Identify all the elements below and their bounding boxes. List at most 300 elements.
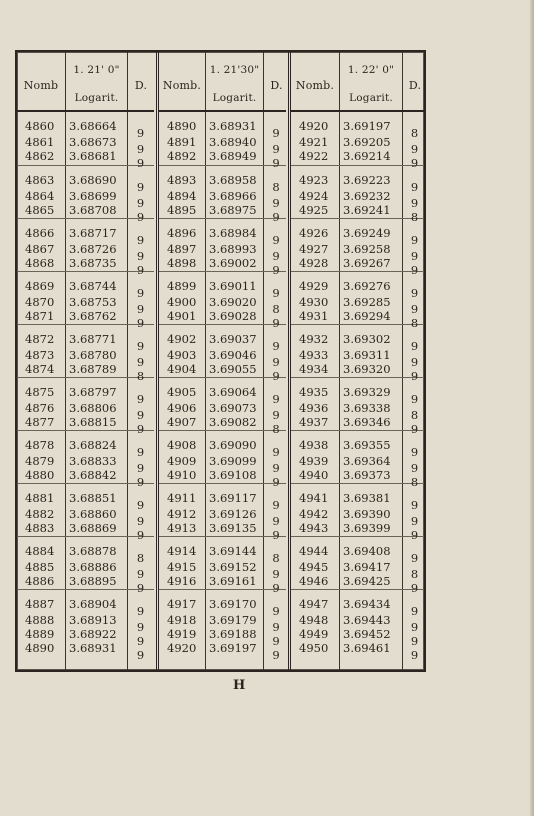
- number-cell: 4866: [25, 226, 55, 240]
- number-cell: 4871: [25, 309, 55, 323]
- table-header: [159, 52, 286, 112]
- logarithm-cell: 3.69205: [343, 135, 391, 149]
- number-cell: 4925: [299, 203, 329, 217]
- number-cell: 4926: [299, 226, 329, 240]
- logarithm-cell: 3.68744: [69, 279, 117, 293]
- logarithm-cell: 3.69417: [343, 560, 391, 574]
- table-block-3: [288, 52, 424, 670]
- number-cell: 4917: [167, 597, 197, 611]
- row-group: [159, 590, 286, 674]
- difference-cell: 9: [136, 263, 145, 277]
- logarithm-cell: 3.69249: [343, 226, 391, 240]
- number-cell: 4942: [299, 507, 329, 521]
- difference-cell: 9: [136, 528, 145, 542]
- number-cell: 4889: [25, 627, 55, 641]
- logarithm-cell: 3.68771: [69, 332, 117, 346]
- logarithm-cell: 3.68842: [69, 468, 117, 482]
- difference-cell: 9: [136, 422, 145, 436]
- header-angle: 1. 21' 0": [73, 64, 120, 76]
- difference-cell: 9: [410, 445, 419, 459]
- number-cell: 4872: [25, 332, 55, 346]
- table-row: [159, 203, 286, 224]
- logarithm-cell: 3.68993: [209, 242, 257, 256]
- logarithm-cell: 3.69267: [343, 256, 391, 270]
- number-cell: 4886: [25, 574, 55, 588]
- logarithm-cell: 3.69090: [209, 438, 257, 452]
- table-row: [159, 119, 286, 140]
- difference-cell: 9: [272, 210, 280, 224]
- table-row: [17, 362, 154, 383]
- logarithm-cell: 3.69373: [343, 468, 391, 482]
- table-row: [17, 415, 154, 436]
- difference-cell: 9: [136, 156, 145, 170]
- number-cell: 4899: [167, 279, 197, 293]
- logarithm-cell: 3.68789: [69, 362, 117, 376]
- number-cell: 4890: [167, 119, 197, 133]
- logarithm-cell: 3.69082: [209, 415, 257, 429]
- difference-cell: 9: [272, 126, 280, 140]
- logarithm-cell: 3.69434: [343, 597, 391, 611]
- number-cell: 4885: [25, 560, 55, 574]
- difference-cell: 9: [410, 302, 419, 316]
- logarithm-cell: 3.68966: [209, 189, 257, 203]
- number-cell: 4939: [299, 454, 329, 468]
- difference-cell: 9: [136, 620, 145, 634]
- difference-cell: 9: [410, 142, 419, 156]
- logarithm-cell: 3.69197: [209, 641, 257, 655]
- number-cell: 4903: [167, 348, 197, 362]
- logarithm-cell: 3.68922: [69, 627, 117, 641]
- logarithm-cell: 3.69161: [209, 574, 257, 588]
- number-cell: 4881: [25, 491, 55, 505]
- number-cell: 4865: [25, 203, 55, 217]
- table-row: [159, 597, 286, 618]
- difference-cell: 9: [136, 302, 145, 316]
- number-cell: 4912: [167, 507, 197, 521]
- number-cell: 4892: [167, 149, 197, 163]
- logarithm-cell: 3.69364: [343, 454, 391, 468]
- number-cell: 4869: [25, 279, 55, 293]
- logarithm-cell: 3.69188: [209, 627, 257, 641]
- logarithm-cell: 3.68806: [69, 401, 117, 415]
- logarithm-cell: 3.69302: [343, 332, 391, 346]
- difference-cell: 9: [272, 514, 280, 528]
- table-row: [17, 173, 154, 194]
- row-group: [17, 537, 154, 595]
- table-row: [291, 309, 424, 330]
- logarithm-cell: 3.69179: [209, 613, 257, 627]
- logarithm-cell: 3.69214: [343, 149, 391, 163]
- difference-cell: 9: [272, 408, 280, 422]
- header-d: [127, 52, 154, 110]
- difference-cell: 8: [272, 551, 280, 565]
- logarithm-cell: 3.69241: [343, 203, 391, 217]
- table-row: [291, 279, 424, 300]
- number-cell: 4943: [299, 521, 329, 535]
- logarithm-cell: 3.69294: [343, 309, 391, 323]
- number-cell: 4924: [299, 189, 329, 203]
- logarithm-cell: 3.69390: [343, 507, 391, 521]
- number-cell: 4904: [167, 362, 197, 376]
- table-row: [17, 149, 154, 170]
- header-logarit-label: Logarit.: [349, 92, 393, 104]
- difference-cell: 9: [136, 126, 145, 140]
- table-row: [17, 226, 154, 247]
- logarithm-cell: 3.69232: [343, 189, 391, 203]
- logarithm-cell: 3.69355: [343, 438, 391, 452]
- difference-cell: 8: [136, 551, 145, 565]
- number-cell: 4900: [167, 295, 197, 309]
- difference-cell: 8: [410, 316, 419, 330]
- header-logarit: [339, 52, 402, 110]
- number-cell: 4915: [167, 560, 197, 574]
- number-cell: 4893: [167, 173, 197, 187]
- logarithm-cell: 3.69425: [343, 574, 391, 588]
- logarithm-cell: 3.68984: [209, 226, 257, 240]
- difference-cell: 9: [410, 263, 419, 277]
- number-cell: 4944: [299, 544, 329, 558]
- logarithm-cell: 3.68913: [69, 613, 117, 627]
- logarithm-cell: 3.68673: [69, 135, 117, 149]
- logarithm-cell: 3.69338: [343, 401, 391, 415]
- difference-cell: 9: [136, 392, 145, 406]
- number-cell: 4910: [167, 468, 197, 482]
- number-cell: 4884: [25, 544, 55, 558]
- difference-cell: 9: [272, 445, 280, 459]
- table-block-2: [156, 52, 286, 670]
- difference-cell: 9: [410, 180, 419, 194]
- logarithm-cell: 3.68726: [69, 242, 117, 256]
- logarithm-cell: 3.69311: [343, 348, 391, 362]
- logarithm-cell: 3.69011: [209, 279, 257, 293]
- difference-cell: 9: [410, 156, 419, 170]
- row-group: [291, 378, 424, 436]
- table-row: [291, 544, 424, 565]
- logarithm-cell: 3.69197: [343, 119, 391, 133]
- row-group: [17, 590, 154, 674]
- logarithm-cell: 3.68949: [209, 149, 257, 163]
- header-d-label: D.: [270, 79, 283, 92]
- number-cell: 4864: [25, 189, 55, 203]
- logarithm-cell: 3.68940: [209, 135, 257, 149]
- logarithm-cell: 3.68878: [69, 544, 117, 558]
- header-nomb-label: Nomb: [23, 79, 59, 92]
- table-row: [159, 309, 286, 330]
- logarithm-cell: 3.69144: [209, 544, 257, 558]
- log-table-frame: [15, 50, 426, 672]
- logarithm-cell: 3.69408: [343, 544, 391, 558]
- number-cell: 4883: [25, 521, 55, 535]
- row-group: [17, 325, 154, 383]
- logarithm-cell: 3.69461: [343, 641, 391, 655]
- logarithm-cell: 3.68931: [69, 641, 117, 655]
- row-group: [291, 166, 424, 224]
- difference-cell: 9: [272, 142, 280, 156]
- row-group: [17, 219, 154, 277]
- header-d-label: D.: [134, 79, 148, 92]
- difference-cell: 9: [136, 408, 145, 422]
- row-group: [159, 219, 286, 277]
- number-cell: 4896: [167, 226, 197, 240]
- header-angle: 1. 22' 0": [347, 64, 395, 76]
- table-row: [291, 491, 424, 512]
- number-cell: 4907: [167, 415, 197, 429]
- difference-cell: 9: [272, 369, 280, 383]
- logarithm-cell: 3.69055: [209, 362, 257, 376]
- number-cell: 4933: [299, 348, 329, 362]
- logarithm-cell: 3.69117: [209, 491, 257, 505]
- row-group: [291, 431, 424, 489]
- difference-cell: 9: [272, 475, 280, 489]
- number-cell: 4905: [167, 385, 197, 399]
- logarithm-cell: 3.69108: [209, 468, 257, 482]
- logarithm-cell: 3.68869: [69, 521, 117, 535]
- table-header: [291, 52, 424, 112]
- difference-cell: 9: [136, 498, 145, 512]
- difference-cell: 8: [410, 475, 419, 489]
- number-cell: 4876: [25, 401, 55, 415]
- difference-cell: 9: [410, 604, 419, 618]
- number-cell: 4928: [299, 256, 329, 270]
- table-row: [291, 119, 424, 140]
- difference-cell: 9: [410, 528, 419, 542]
- logarithm-cell: 3.68904: [69, 597, 117, 611]
- difference-cell: 8: [272, 302, 280, 316]
- logarithm-cell: 3.69073: [209, 401, 257, 415]
- logarithm-cell: 3.68717: [69, 226, 117, 240]
- table-row: [17, 279, 154, 300]
- row-group: [17, 431, 154, 489]
- logarithm-cell: 3.68780: [69, 348, 117, 362]
- row-group: [17, 112, 154, 170]
- logarithm-cell: 3.69258: [343, 242, 391, 256]
- table-row: [17, 438, 154, 459]
- table-row: [291, 438, 424, 459]
- table-row: [17, 521, 154, 542]
- number-cell: 4920: [167, 641, 197, 655]
- difference-cell: 8: [410, 126, 419, 140]
- logarithm-cell: 3.69452: [343, 627, 391, 641]
- number-cell: 4916: [167, 574, 197, 588]
- difference-cell: 9: [136, 648, 145, 662]
- table-row: [17, 641, 154, 662]
- table-row: [159, 385, 286, 406]
- difference-cell: 9: [272, 196, 280, 210]
- logarithm-cell: 3.69020: [209, 295, 257, 309]
- difference-cell: 9: [410, 514, 419, 528]
- logarithm-cell: 3.69443: [343, 613, 391, 627]
- logarithm-cell: 3.68931: [209, 119, 257, 133]
- table-row: [159, 173, 286, 194]
- number-cell: 4891: [167, 135, 197, 149]
- logarithm-cell: 3.68708: [69, 203, 117, 217]
- row-group: [291, 272, 424, 330]
- number-cell: 4908: [167, 438, 197, 452]
- number-cell: 4860: [25, 119, 55, 133]
- row-group: [291, 484, 424, 542]
- number-cell: 4932: [299, 332, 329, 346]
- difference-cell: 9: [410, 634, 419, 648]
- number-cell: 4938: [299, 438, 329, 452]
- number-cell: 4906: [167, 401, 197, 415]
- difference-cell: 8: [136, 369, 145, 383]
- difference-cell: 9: [272, 604, 280, 618]
- number-cell: 4863: [25, 173, 55, 187]
- logarithm-cell: 3.68833: [69, 454, 117, 468]
- logarithm-cell: 3.69135: [209, 521, 257, 535]
- logarithm-cell: 3.69064: [209, 385, 257, 399]
- number-cell: 4890: [25, 641, 55, 655]
- header-nomb: [17, 52, 65, 110]
- logarithm-cell: 3.68681: [69, 149, 117, 163]
- number-cell: 4901: [167, 309, 197, 323]
- difference-cell: 9: [136, 475, 145, 489]
- number-cell: 4895: [167, 203, 197, 217]
- header-d: [263, 52, 289, 110]
- header-nomb-label: Nomb.: [295, 79, 335, 92]
- number-cell: 4902: [167, 332, 197, 346]
- number-cell: 4880: [25, 468, 55, 482]
- table-row: [159, 641, 286, 662]
- number-cell: 4922: [299, 149, 329, 163]
- table-row: [291, 256, 424, 277]
- number-cell: 4894: [167, 189, 197, 203]
- header-d-label: D.: [408, 79, 422, 92]
- table-row: [159, 149, 286, 170]
- number-cell: 4909: [167, 454, 197, 468]
- number-cell: 4897: [167, 242, 197, 256]
- number-cell: 4898: [167, 256, 197, 270]
- difference-cell: 9: [136, 355, 145, 369]
- table-row: [17, 491, 154, 512]
- table-row: [291, 574, 424, 595]
- difference-cell: 9: [272, 581, 280, 595]
- table-row: [291, 362, 424, 383]
- logarithm-cell: 3.69099: [209, 454, 257, 468]
- row-group: [17, 484, 154, 542]
- logarithm-cell: 3.69223: [343, 173, 391, 187]
- number-cell: 4887: [25, 597, 55, 611]
- number-cell: 4862: [25, 149, 55, 163]
- logarithm-cell: 3.69002: [209, 256, 257, 270]
- difference-cell: 9: [136, 210, 145, 224]
- number-cell: 4882: [25, 507, 55, 521]
- logarithm-cell: 3.68797: [69, 385, 117, 399]
- table-row: [159, 415, 286, 436]
- table-row: [17, 468, 154, 489]
- difference-cell: 9: [136, 445, 145, 459]
- difference-cell: 9: [136, 461, 145, 475]
- difference-cell: 9: [410, 369, 419, 383]
- difference-cell: 9: [410, 249, 419, 263]
- logarithm-cell: 3.68753: [69, 295, 117, 309]
- table-row: [291, 226, 424, 247]
- number-cell: 4937: [299, 415, 329, 429]
- table-block-1: [17, 52, 154, 670]
- number-cell: 4940: [299, 468, 329, 482]
- logarithm-cell: 3.69046: [209, 348, 257, 362]
- number-cell: 4918: [167, 613, 197, 627]
- table-row: [17, 544, 154, 565]
- header-nomb: [159, 52, 205, 110]
- number-cell: 4888: [25, 613, 55, 627]
- logarithm-cell: 3.68735: [69, 256, 117, 270]
- table-row: [291, 203, 424, 224]
- difference-cell: 9: [272, 316, 280, 330]
- number-cell: 4878: [25, 438, 55, 452]
- table-header: [17, 52, 154, 112]
- table-row: [159, 279, 286, 300]
- logarithm-cell: 3.68860: [69, 507, 117, 521]
- number-cell: 4879: [25, 454, 55, 468]
- table-row: [17, 332, 154, 353]
- number-cell: 4920: [299, 119, 329, 133]
- row-group: [159, 325, 286, 383]
- logarithm-cell: 3.68975: [209, 203, 257, 217]
- table-row: [159, 226, 286, 247]
- difference-cell: 9: [410, 422, 419, 436]
- logarithm-cell: 3.69126: [209, 507, 257, 521]
- difference-cell: 9: [272, 567, 280, 581]
- logarithm-cell: 3.68886: [69, 560, 117, 574]
- number-cell: 4913: [167, 521, 197, 535]
- logarithm-cell: 3.68824: [69, 438, 117, 452]
- difference-cell: 9: [272, 355, 280, 369]
- difference-cell: 9: [272, 528, 280, 542]
- table-row: [291, 149, 424, 170]
- logarithm-cell: 3.69037: [209, 332, 257, 346]
- table-row: [291, 468, 424, 489]
- number-cell: 4867: [25, 242, 55, 256]
- number-cell: 4934: [299, 362, 329, 376]
- logarithm-cell: 3.68815: [69, 415, 117, 429]
- table-row: [291, 415, 424, 436]
- table-row: [159, 438, 286, 459]
- row-group: [291, 112, 424, 170]
- table-row: [291, 173, 424, 194]
- table-row: [159, 256, 286, 277]
- number-cell: 4945: [299, 560, 329, 574]
- difference-cell: 9: [410, 392, 419, 406]
- difference-cell: 8: [410, 210, 419, 224]
- table-row: [159, 362, 286, 383]
- difference-cell: 9: [136, 339, 145, 353]
- logarithm-cell: 3.68664: [69, 119, 117, 133]
- table-row: [17, 309, 154, 330]
- row-group: [291, 537, 424, 595]
- difference-cell: 9: [272, 392, 280, 406]
- row-group: [291, 325, 424, 383]
- difference-cell: 9: [136, 249, 145, 263]
- table-row: [159, 521, 286, 542]
- logarithm-cell: 3.69320: [343, 362, 391, 376]
- header-d: [402, 52, 427, 110]
- header-angle: 1. 21'30": [209, 64, 260, 76]
- difference-cell: 9: [272, 263, 280, 277]
- difference-cell: 9: [136, 233, 145, 247]
- printer-signature-mark: H: [233, 678, 246, 693]
- logarithm-cell: 3.68699: [69, 189, 117, 203]
- logarithm-cell: 3.69170: [209, 597, 257, 611]
- difference-cell: 9: [410, 355, 419, 369]
- row-group: [159, 484, 286, 542]
- logarithm-cell: 3.69346: [343, 415, 391, 429]
- number-cell: 4861: [25, 135, 55, 149]
- row-group: [17, 272, 154, 330]
- difference-cell: 9: [272, 498, 280, 512]
- difference-cell: 9: [410, 648, 419, 662]
- logarithm-cell: 3.69028: [209, 309, 257, 323]
